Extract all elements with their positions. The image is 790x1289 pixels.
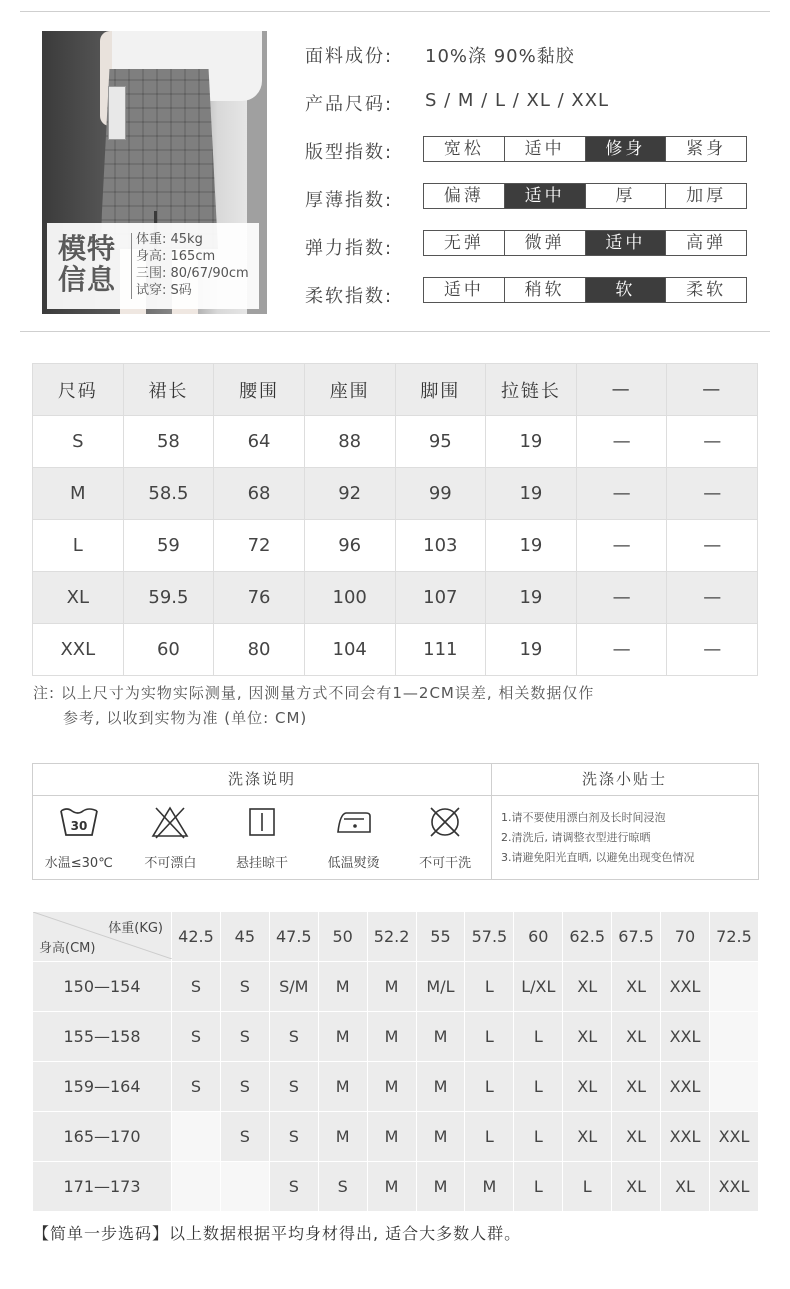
- wash-item: [216, 795, 308, 879]
- table-cell: M: [33, 468, 124, 520]
- table-cell: 96: [304, 520, 395, 572]
- wash-label: 不可干洗: [419, 856, 472, 871]
- header-hem: 脚围: [395, 364, 486, 416]
- table-cell: —: [576, 520, 667, 572]
- wash-item: [399, 795, 491, 879]
- table-cell: —: [667, 520, 758, 572]
- weight-header: 42.5: [172, 912, 221, 962]
- size-cell: XL: [563, 1112, 612, 1162]
- fit-option-regular: 适中: [505, 137, 586, 161]
- weight-header: 45: [220, 912, 269, 962]
- table-cell: S: [33, 416, 124, 468]
- table-cell: 19: [486, 572, 577, 624]
- size-cell: S: [220, 1012, 269, 1062]
- size-cell: M: [318, 1062, 367, 1112]
- table-cell: —: [576, 624, 667, 676]
- size-cell: S: [220, 962, 269, 1012]
- washing-tip: 2.清洗后, 请调整衣型进行晾晒: [501, 831, 651, 844]
- softness-index-scale: [423, 277, 747, 303]
- height-header: 159—164: [33, 1062, 172, 1112]
- header-skirt-length: 裙长: [123, 364, 214, 416]
- weight-axis-label: 体重(KG): [108, 921, 163, 936]
- elasticity-option-high: 高弹: [686, 233, 727, 253]
- size-cell: S: [269, 1162, 318, 1212]
- thickness-option-medium: 适中: [505, 184, 586, 208]
- size-cell: M: [416, 1162, 465, 1212]
- table-cell: XXL: [33, 624, 124, 676]
- table-cell: XL: [33, 572, 124, 624]
- size-cell: S: [172, 1062, 221, 1112]
- size-cell: S: [318, 1162, 367, 1212]
- washing-tip: 1.请不要使用漂白剂及长时间浸泡: [501, 811, 666, 824]
- table-row: [33, 416, 758, 468]
- table-cell: 72: [214, 520, 305, 572]
- table-cell: 60: [123, 624, 214, 676]
- fit-option-slim: 修身: [586, 137, 667, 161]
- model-info-title-line1: 模特: [58, 232, 117, 265]
- size-cell: L: [465, 1012, 514, 1062]
- wash-label: 不可漂白: [144, 856, 197, 871]
- table-cell: —: [576, 572, 667, 624]
- fit-index-scale: [423, 136, 747, 162]
- elasticity-option-slight: 微弹: [505, 231, 586, 255]
- table-cell: 59: [123, 520, 214, 572]
- low-iron-icon: [334, 805, 374, 839]
- size-cell-empty: [220, 1162, 269, 1212]
- size-cell: M: [318, 1112, 367, 1162]
- table-row: [33, 624, 758, 676]
- size-cell: L: [465, 1062, 514, 1112]
- size-cell: M: [367, 1012, 416, 1062]
- table-cell: 92: [304, 468, 395, 520]
- table-cell: 103: [395, 520, 486, 572]
- size-cell: L: [465, 1112, 514, 1162]
- size-cell: XXL: [661, 1112, 710, 1162]
- weight-header: 70: [661, 912, 710, 962]
- height-header: 155—158: [33, 1012, 172, 1062]
- height-header: 165—170: [33, 1112, 172, 1162]
- size-cell: XL: [612, 1162, 661, 1212]
- washing-instructions: [32, 763, 759, 880]
- model-photo: [42, 31, 267, 314]
- fit-option-loose: 宽松: [424, 137, 505, 161]
- table-cell: 111: [395, 624, 486, 676]
- thickness-option-thin: 偏薄: [424, 184, 505, 208]
- photo-book: [108, 86, 126, 140]
- note-line-2: 参考, 以收到实物为准 (单位: CM): [63, 709, 308, 727]
- weight-header: 55: [416, 912, 465, 962]
- size-label: 产品尺码:: [305, 94, 394, 115]
- table-cell: —: [667, 624, 758, 676]
- table-cell: 95: [395, 416, 486, 468]
- washing-column-divider: [491, 795, 492, 879]
- fit-option-tight: 紧身: [686, 139, 727, 159]
- note-line-1: 注: 以上尺寸为实物实际测量, 因测量方式不同会有1—2CM误差, 相关数据仅作: [33, 684, 595, 702]
- table-cell: —: [667, 572, 758, 624]
- model-measurements: 三围: 80/67/90cm: [136, 266, 249, 281]
- size-cell-empty: [709, 1062, 758, 1112]
- size-cell: XXL: [709, 1162, 758, 1212]
- height-header: 150—154: [33, 962, 172, 1012]
- size-cell: M: [318, 1012, 367, 1062]
- washing-title: 洗涤说明: [33, 764, 492, 796]
- no-bleach-icon: [150, 805, 190, 839]
- table-cell: 19: [486, 520, 577, 572]
- size-table-header: [33, 364, 758, 416]
- no-dry-clean-icon: [425, 805, 465, 839]
- header-empty: —: [667, 364, 758, 416]
- table-cell: 19: [486, 468, 577, 520]
- elasticity-option-medium: 适中: [586, 231, 667, 255]
- header-waist: 腰围: [214, 364, 305, 416]
- thickness-option-thick: 厚: [586, 184, 667, 208]
- wash-label: 低温熨烫: [327, 856, 380, 871]
- wash-30-icon: [59, 805, 99, 839]
- size-cell: L/XL: [514, 962, 563, 1012]
- height-row: [33, 1162, 759, 1212]
- model-info-separator: [131, 233, 132, 299]
- size-cell: XL: [612, 1112, 661, 1162]
- size-cell: XL: [563, 1062, 612, 1112]
- model-info-title: [58, 233, 122, 295]
- washing-tips: [501, 808, 695, 868]
- softness-option-slightly-soft: 稍软: [505, 278, 586, 302]
- size-cell: L: [465, 962, 514, 1012]
- washing-tips-title: 洗涤小贴士: [491, 764, 758, 796]
- weight-header: 52.2: [367, 912, 416, 962]
- height-row: [33, 1112, 759, 1162]
- softness-index-label: 柔软指数:: [305, 286, 394, 307]
- table-cell: 99: [395, 468, 486, 520]
- softness-option-medium: 适中: [424, 278, 505, 302]
- size-cell: XXL: [661, 1012, 710, 1062]
- size-cell: XL: [612, 1062, 661, 1112]
- table-cell: L: [33, 520, 124, 572]
- size-cell: M: [416, 1112, 465, 1162]
- weight-header: 60: [514, 912, 563, 962]
- model-tried-size: 试穿: S码: [136, 283, 192, 298]
- corner-header-cell: [33, 912, 172, 962]
- table-cell: 80: [214, 624, 305, 676]
- model-weight: 体重: 45kg: [136, 232, 203, 247]
- softness-option-very-soft: 柔软: [686, 280, 727, 300]
- size-cell: XXL: [709, 1112, 758, 1162]
- size-cell-empty: [172, 1162, 221, 1212]
- wash-item: [33, 795, 125, 879]
- height-row: [33, 1062, 759, 1112]
- size-cell: L: [514, 1012, 563, 1062]
- size-cell: M: [318, 962, 367, 1012]
- wash-label: 悬挂晾干: [235, 856, 288, 871]
- size-cell: S: [172, 962, 221, 1012]
- elasticity-option-none: 无弹: [424, 231, 505, 255]
- size-cell: S: [269, 1012, 318, 1062]
- table-row: [33, 572, 758, 624]
- table-cell: 19: [486, 624, 577, 676]
- model-height: 身高: 165cm: [136, 249, 216, 264]
- size-cell: M: [367, 1162, 416, 1212]
- size-cell: M: [367, 1062, 416, 1112]
- section-divider: [20, 331, 770, 332]
- wash-item: [125, 795, 217, 879]
- size-recommendation-table: [32, 911, 759, 1212]
- size-cell: M: [367, 962, 416, 1012]
- model-info-title-line2: 信息: [58, 263, 117, 296]
- table-cell: —: [576, 416, 667, 468]
- size-cell: S: [172, 1012, 221, 1062]
- height-header: 171—173: [33, 1162, 172, 1212]
- table-row: [33, 520, 758, 572]
- height-row: [33, 1012, 759, 1062]
- size-cell: XL: [563, 962, 612, 1012]
- height-row: [33, 962, 759, 1012]
- model-info-box: [47, 223, 259, 309]
- size-cell: L: [514, 1162, 563, 1212]
- softness-option-soft: 软: [586, 278, 667, 302]
- height-axis-label: 身高(CM): [39, 941, 96, 956]
- size-cell: S/M: [269, 962, 318, 1012]
- size-cell: XL: [661, 1162, 710, 1212]
- size-cell: XXL: [661, 1062, 710, 1112]
- size-cell: S: [220, 1062, 269, 1112]
- size-cell: M/L: [416, 962, 465, 1012]
- size-cell: S: [269, 1062, 318, 1112]
- model-info-details: [136, 231, 249, 299]
- size-value: S / M / L / XL / XXL: [425, 90, 610, 111]
- table-cell: 107: [395, 572, 486, 624]
- wash-temperature-text: 30: [70, 819, 88, 833]
- table-cell: —: [667, 468, 758, 520]
- measurement-note: [33, 681, 773, 731]
- size-cell: L: [514, 1112, 563, 1162]
- thickness-index-label: 厚薄指数:: [305, 190, 394, 211]
- weight-header: 47.5: [269, 912, 318, 962]
- table-cell: 58: [123, 416, 214, 468]
- table-cell: 104: [304, 624, 395, 676]
- table-cell: 58.5: [123, 468, 214, 520]
- table-cell: —: [576, 468, 667, 520]
- size-cell: M: [367, 1112, 416, 1162]
- size-cell: XL: [612, 962, 661, 1012]
- weight-header: 50: [318, 912, 367, 962]
- wash-label: 水温≤30℃: [44, 856, 113, 871]
- weight-header: 67.5: [612, 912, 661, 962]
- weight-header: 72.5: [709, 912, 758, 962]
- table-cell: 59.5: [123, 572, 214, 624]
- elasticity-index-label: 弹力指数:: [305, 238, 394, 259]
- weight-header: 57.5: [465, 912, 514, 962]
- wash-item: [308, 795, 400, 879]
- size-cell: S: [220, 1112, 269, 1162]
- thickness-index-scale: [423, 183, 747, 209]
- thickness-option-extra-thick: 加厚: [686, 186, 727, 206]
- table-cell: 68: [214, 468, 305, 520]
- washing-tip: 3.请避免阳光直晒, 以避免出现变色情况: [501, 851, 695, 864]
- fit-index-label: 版型指数:: [305, 142, 394, 163]
- table-cell: 19: [486, 416, 577, 468]
- table-cell: 88: [304, 416, 395, 468]
- size-cell: L: [563, 1162, 612, 1212]
- washing-icons: [33, 795, 491, 879]
- header-hip: 座围: [304, 364, 395, 416]
- header-empty: —: [576, 364, 667, 416]
- table-cell: —: [667, 416, 758, 468]
- table-row: [33, 468, 758, 520]
- hang-dry-icon: [242, 805, 282, 839]
- top-divider: [20, 11, 770, 12]
- size-table: [32, 363, 758, 676]
- size-cell-empty: [172, 1112, 221, 1162]
- material-value: 10%涤 90%黏胶: [425, 46, 575, 67]
- size-cell-empty: [709, 962, 758, 1012]
- weight-header: 62.5: [563, 912, 612, 962]
- size-cell: L: [514, 1062, 563, 1112]
- material-label: 面料成份:: [305, 46, 394, 67]
- header-zipper-length: 拉链长: [486, 364, 577, 416]
- weight-header-row: [33, 912, 759, 962]
- size-cell: S: [269, 1112, 318, 1162]
- size-cell: M: [416, 1012, 465, 1062]
- table-cell: 76: [214, 572, 305, 624]
- table-cell: 100: [304, 572, 395, 624]
- size-cell: XL: [612, 1012, 661, 1062]
- size-cell: M: [416, 1062, 465, 1112]
- size-cell: M: [465, 1162, 514, 1212]
- size-cell: XXL: [661, 962, 710, 1012]
- header-size: 尺码: [33, 364, 124, 416]
- size-cell: XL: [563, 1012, 612, 1062]
- elasticity-index-scale: [423, 230, 747, 256]
- size-cell-empty: [709, 1012, 758, 1062]
- size-selection-tip: 【简单一步选码】以上数据根据平均身材得出, 适合大多数人群。: [33, 1224, 522, 1243]
- table-cell: 64: [214, 416, 305, 468]
